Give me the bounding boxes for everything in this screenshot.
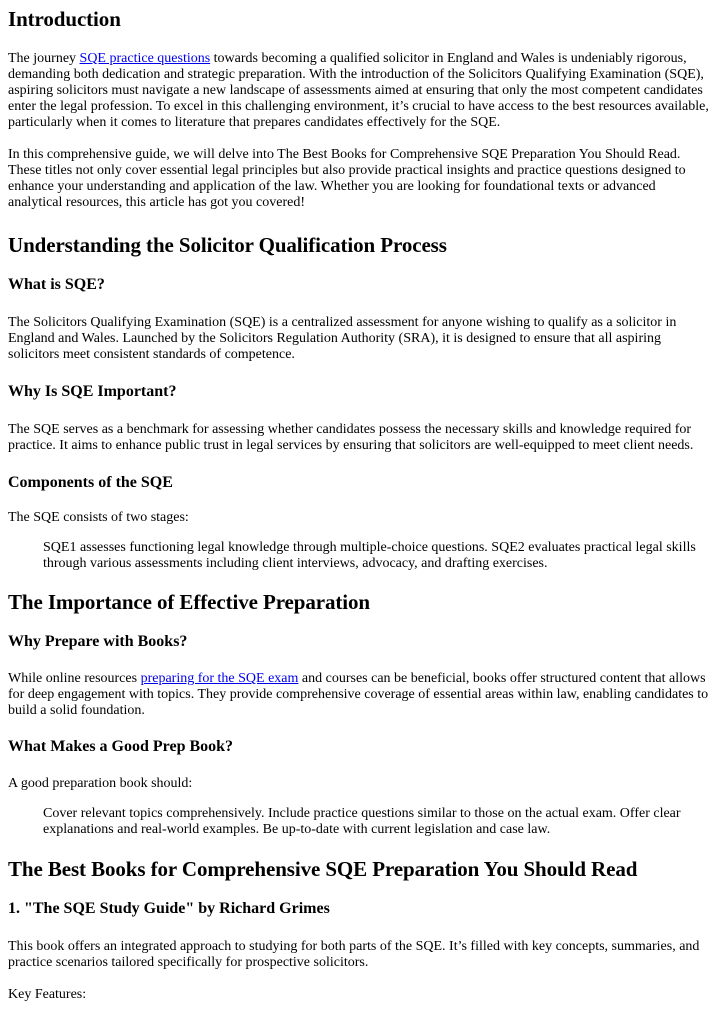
sqe-practice-questions-link[interactable]: SQE practice questions bbox=[79, 51, 211, 66]
key-features-label: Key Features: bbox=[8, 987, 87, 1002]
good-prep-book-paragraph: A good preparation book should: bbox=[8, 776, 193, 791]
why-sqe-important-paragraph: The SQE serves as a benchmark for assessing whether candidates possess the necessary skills and knowledge required for practice. It aims to enhance public trust in legal services by ensuring that solicitors are well-equipped to meet client needs. bbox=[8, 422, 694, 453]
good-prep-book-quote: Cover relevant topics comprehensively. Include practice questions similar to those on the actual exam. Offer clear explanations and real-world examples. Be up-to-date with current legislation and case law. bbox=[43, 806, 681, 837]
components-quote: SQE1 assesses functioning legal knowledge through multiple-choice questions. SQE2 evaluates practical legal skills through various assessments including client interviews, advocacy, and drafting exercises. bbox=[43, 540, 696, 571]
intro-text-start: The journey bbox=[8, 51, 80, 66]
preparing-for-sqe-exam-link[interactable]: preparing for the SQE exam bbox=[140, 671, 299, 686]
what-is-sqe-paragraph: The Solicitors Qualifying Examination (SQE) is a centralized assessment for anyone wishing to qualify as a solicitor in England and Wales. Launched by the Solicitors Regulation Authority (SRA), it is designed to ensure that all aspiring solicitors meet consistent standards of competence. bbox=[8, 315, 677, 362]
article bbox=[0, 7, 720, 1003]
why-prepare-paragraph bbox=[8, 671, 712, 719]
heading-why-prepare: Why Prepare with Books? bbox=[8, 633, 188, 650]
heading-introduction: Introduction bbox=[8, 7, 121, 31]
intro-paragraph-2: In this comprehensive guide, we will delve into The Best Books for Comprehensive SQE Preparation You Should Read. These titles not only cover essential legal principles but also provide practical insights and practice questions designed to enhance your understanding and application of the law. Whether you are looking for foundational texts or advanced analytical resources, this article has got you covered! bbox=[8, 147, 686, 210]
intro-paragraph-1 bbox=[8, 51, 712, 131]
prep-text-start: While online resources bbox=[8, 671, 141, 686]
heading-book-1: 1. "The SQE Study Guide" by Richard Grimes bbox=[8, 900, 330, 917]
heading-importance: The Importance of Effective Preparation bbox=[8, 590, 370, 614]
intro-text-end: towards becoming a qualified solicitor in England and Wales is undeniably rigorous, demanding both dedication and strategic preparation. With the introduction of the Solicitors Qualifying Examination (SQE), aspiring solicitors must navigate a new landscape of assessments aimed at ensuring that only the most competent candidates enter the legal profession. To excel in this challenging environment, it’s crucial to have access to the best resources available, particularly when it comes to literature that prepares candidates effectively for the SQE. bbox=[8, 51, 709, 130]
heading-components: Components of the SQE bbox=[8, 474, 173, 491]
heading-understanding: Understanding the Solicitor Qualification Process bbox=[8, 233, 447, 257]
heading-what-is-sqe: What is SQE? bbox=[8, 276, 105, 293]
prep-text-end: and courses can be beneficial, books offer structured content that allows for deep engagement with topics. They provide comprehensive coverage of essential areas within law, enabling candidates to build a solid foundation. bbox=[8, 671, 709, 718]
heading-why-sqe-important: Why Is SQE Important? bbox=[8, 383, 177, 400]
components-paragraph: The SQE consists of two stages: bbox=[8, 510, 189, 525]
heading-best-books: The Best Books for Comprehensive SQE Preparation You Should Read bbox=[8, 857, 638, 881]
heading-good-prep-book: What Makes a Good Prep Book? bbox=[8, 738, 234, 755]
book-1-paragraph: This book offers an integrated approach to studying for both parts of the SQE. It’s filled with key concepts, summaries, and practice scenarios tailored specifically for prospective solicitors. bbox=[8, 939, 700, 970]
